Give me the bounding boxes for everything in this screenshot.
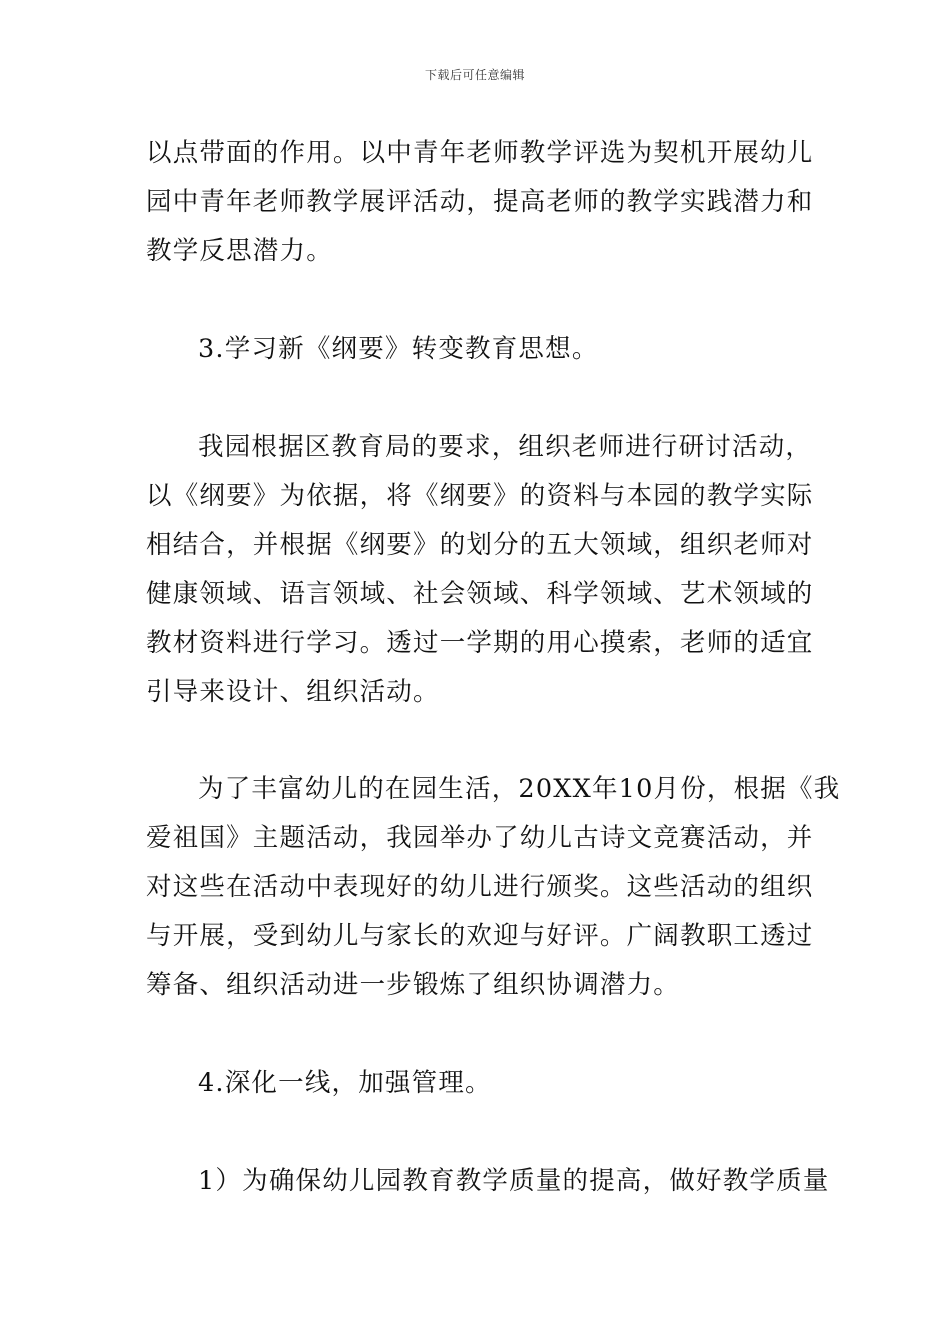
heading-text: 4.深化一线，加强管理。 [198, 1068, 492, 1098]
page-header-note: 下载后可任意编辑 [424, 68, 525, 82]
paragraph-continuation [146, 129, 814, 276]
section-heading-4 [146, 1059, 810, 1108]
text-line: 与开展，受到幼儿与家长的欢迎与好评。广阔教职工透过 [146, 921, 814, 951]
text-line: 我园根据区教育局的要求，组织老师进行研讨活动， [198, 432, 813, 462]
text-line: 教材资料进行学习。透过一学期的用心摸索，老师的适宜 [146, 628, 814, 658]
text-line: 对这些在活动中表现好的幼儿进行颁奖。这些活动的组织 [146, 872, 814, 902]
paragraph-poetry-contest [146, 765, 841, 1010]
text-line: 园中青年老师教学展评活动，提高老师的教学实践潜力和 [146, 187, 814, 217]
text-line: 筹备、组织活动进一步锻炼了组织协调潜力。 [146, 970, 681, 1000]
text-line: 相结合，并根据《纲要》的划分的五大领域，组织老师对 [146, 530, 814, 560]
text-line: 爱祖国》主题活动，我园举办了幼儿古诗文竞赛活动，并 [146, 823, 814, 853]
text-line: 以点带面的作用。以中青年老师教学评选为契机开展幼儿 [146, 138, 814, 168]
paragraph-quality-assurance [146, 1157, 830, 1206]
heading-text: 3.学习新《纲要》转变教育思想。 [198, 334, 599, 364]
paragraph-gangyao-study [146, 423, 814, 717]
text-line: 以《纲要》为依据，将《纲要》的资料与本园的教学实际 [146, 481, 814, 511]
text-line: 为了丰富幼儿的在园生活，20XX年10月份，根据《我 [198, 774, 841, 804]
text-line: 1）为确保幼儿园教育教学质量的提高，做好教学质量 [198, 1166, 830, 1196]
text-line: 健康领域、语言领域、社会领域、科学领域、艺术领域的 [146, 579, 814, 609]
section-heading-3 [146, 325, 810, 374]
text-line: 引导来设计、组织活动。 [146, 677, 440, 707]
text-line: 教学反思潜力。 [146, 236, 333, 266]
